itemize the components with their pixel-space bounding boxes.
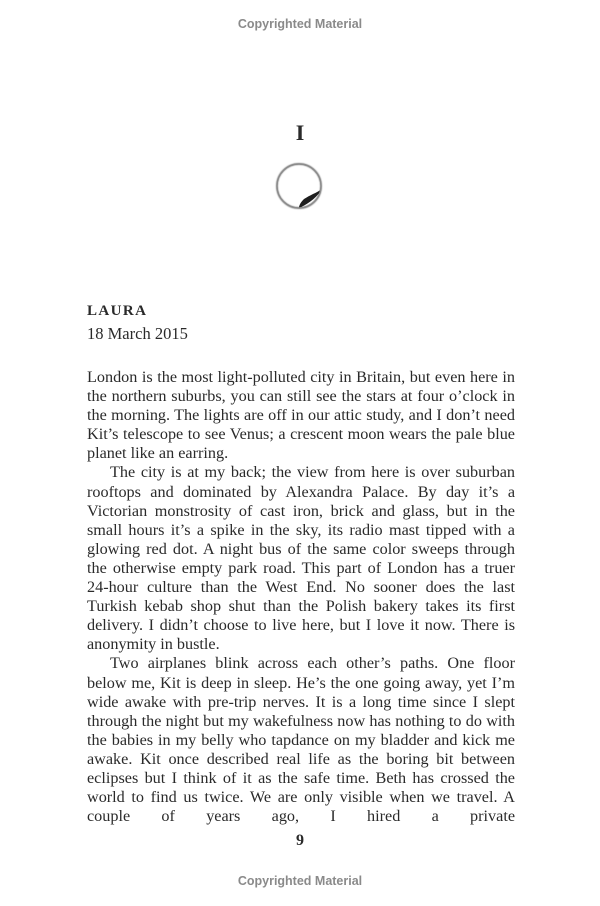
crescent-moon-eclipse-icon (274, 161, 324, 211)
section-narrator-heading: LAURA (87, 303, 148, 319)
chapter-number: I (295, 120, 305, 145)
chapter-body-text (87, 368, 515, 826)
paragraph-2: The city is at my back; the view from here is over suburban rooftops and dominated by Alexandra Palace. By day it’s a Victorian monstrosity of cast iron, brick and glass, but in the small hours it’s a spike in the sky, its radio mast tipped with a glowing red dot. A night bus of the same color sweeps through the otherwise empty park road. This part of London has a truer 24-hour culture than the West End. No sooner does the last Turkish kebab shop shut than the Polish bakery takes its first delivery. I didn’t choose to live here, but I love it now. There is anonymity in bustle. (87, 463, 515, 654)
section-date: 18 March 2015 (87, 324, 188, 343)
copyright-watermark-bottom: Copyrighted Material (237, 874, 363, 888)
page-number: 9 (296, 832, 304, 849)
copyright-watermark-top: Copyrighted Material (237, 17, 363, 31)
moon-ornament-svg (274, 161, 324, 211)
paragraph-1: London is the most light-polluted city in Britain, but even here in the northern suburbs, you can still see the stars at four o’clock in the morning. The lights are off in our attic study, and I don’t need Kit’s telescope to see Venus; a crescent moon wears the pale blue planet like an earring. (87, 368, 515, 463)
paragraph-3: Two airplanes blink across each other’s paths. One floor below me, Kit is deep in sleep. He’s the one going away, yet I’m wide awake with pre-trip nerves. It is a long time since I slept through the night but my wakefulness now has nothing to do with the babies in my belly who tapdance on my bladder and kick me awake. Kit once described real life as the boring bit between eclipses but I think of it as the safe time. Beth has crossed the world to find us twice. We are only visible when we travel. A couple of years ago, I hired a private (87, 654, 515, 826)
